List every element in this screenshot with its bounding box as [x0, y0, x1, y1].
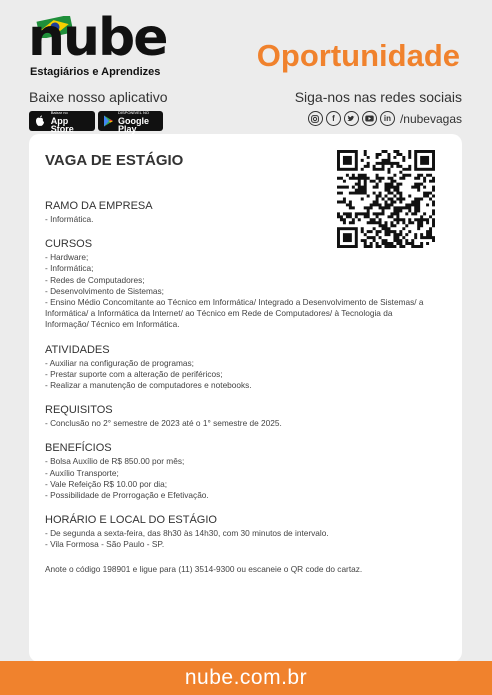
section-title: RAMO DA EMPRESA	[45, 200, 153, 212]
section-cursos	[45, 238, 435, 330]
header	[0, 0, 492, 135]
contact-note: Anote o código 198901 e ligue para (11) 3514-9300 ou escaneie o QR code do cartaz.	[45, 563, 363, 574]
youtube-icon[interactable]	[362, 111, 377, 126]
app-store-text: App Store	[50, 116, 74, 134]
section-line: - Vale Refeição R$ 10.00 por dia;	[45, 478, 168, 489]
google-play-small-text: DISPONÍVEL NO	[118, 110, 149, 115]
section-title: ATIVIDADES	[45, 343, 110, 356]
section-line: - Vila Formosa - São Paulo - SP.	[45, 539, 165, 550]
section-line: - Desenvolvimento de Sistemas;	[45, 285, 164, 296]
facebook-icon[interactable]: f	[326, 111, 341, 126]
social-links	[308, 111, 462, 126]
job-card	[29, 134, 462, 662]
section-line: - Redes de Computadores;	[45, 274, 145, 285]
section-horario	[45, 514, 435, 550]
section-line: - Informática;	[45, 263, 94, 274]
footer-bar	[0, 661, 492, 695]
job-details	[45, 200, 435, 574]
section-line: - De segunda a sexta-feira, das 8h30 às 14h30, com 30 minutos de intervalo.	[45, 528, 329, 539]
job-title: VAGA DE ESTÁGIO	[45, 152, 184, 169]
instagram-icon[interactable]	[308, 111, 323, 126]
section-line: - Possibilidade de Prorrogação e Efetivação.	[45, 490, 209, 501]
section-title: HORÁRIO E LOCAL DO ESTÁGIO	[45, 514, 217, 527]
section-atividades	[45, 344, 435, 392]
app-store-button[interactable]	[29, 110, 95, 134]
section-line: - Hardware;	[45, 252, 89, 263]
section-requisitos	[45, 404, 435, 429]
section-title: REQUISITOS	[45, 404, 113, 417]
social-label: Siga-nos nas redes sociais	[294, 89, 462, 105]
section-line: - Informática.	[45, 214, 94, 224]
google-play-button[interactable]	[98, 110, 163, 134]
section-title: BENEFÍCIOS	[45, 442, 112, 455]
linkedin-icon[interactable]: in	[380, 111, 395, 126]
section-line: - Realizar a manutenção de computadores e notebooks.	[45, 380, 252, 391]
twitter-icon[interactable]	[344, 111, 359, 126]
apple-icon	[34, 114, 47, 128]
logo-tagline: Estagiários e Aprendizes	[30, 66, 161, 78]
section-line: - Prestar suporte com a alteração de periféricos;	[45, 368, 223, 379]
headline: Oportunidade	[256, 38, 460, 73]
section-ramo	[45, 200, 435, 225]
nube-logo[interactable]	[28, 8, 188, 84]
section-line: - Bolsa Auxílio de R$ 850.00 por mês;	[45, 456, 185, 467]
section-line: - Auxílio Transporte;	[45, 467, 119, 478]
app-download-label: Baixe nosso aplicativo	[29, 89, 168, 105]
website-link[interactable]: nube.com.br	[184, 666, 308, 689]
google-play-text: Google Play	[118, 116, 149, 134]
app-store-small-text: Baixar no	[50, 110, 68, 115]
google-play-icon	[103, 114, 114, 128]
social-handle[interactable]: /nubevagas	[399, 111, 462, 126]
section-line: - Conclusão no 2° semestre de 2023 até o 1° semestre de 2025.	[45, 418, 282, 429]
section-line: - Auxiliar na configuração de programas;	[45, 357, 194, 368]
section-beneficios	[45, 442, 435, 501]
logo-wordmark: nube	[28, 8, 167, 68]
section-line: - Ensino Médio Concomitante ao Técnico em Informática/ Integrado a Desenvolvimento de Sistemas/ a Informática/ a Informática da Internet/ ao Técnico em Rede de Computadores/ à Tecnologia da Informação/ Técnico em Informática.	[45, 297, 424, 330]
section-title: CURSOS	[45, 238, 93, 251]
